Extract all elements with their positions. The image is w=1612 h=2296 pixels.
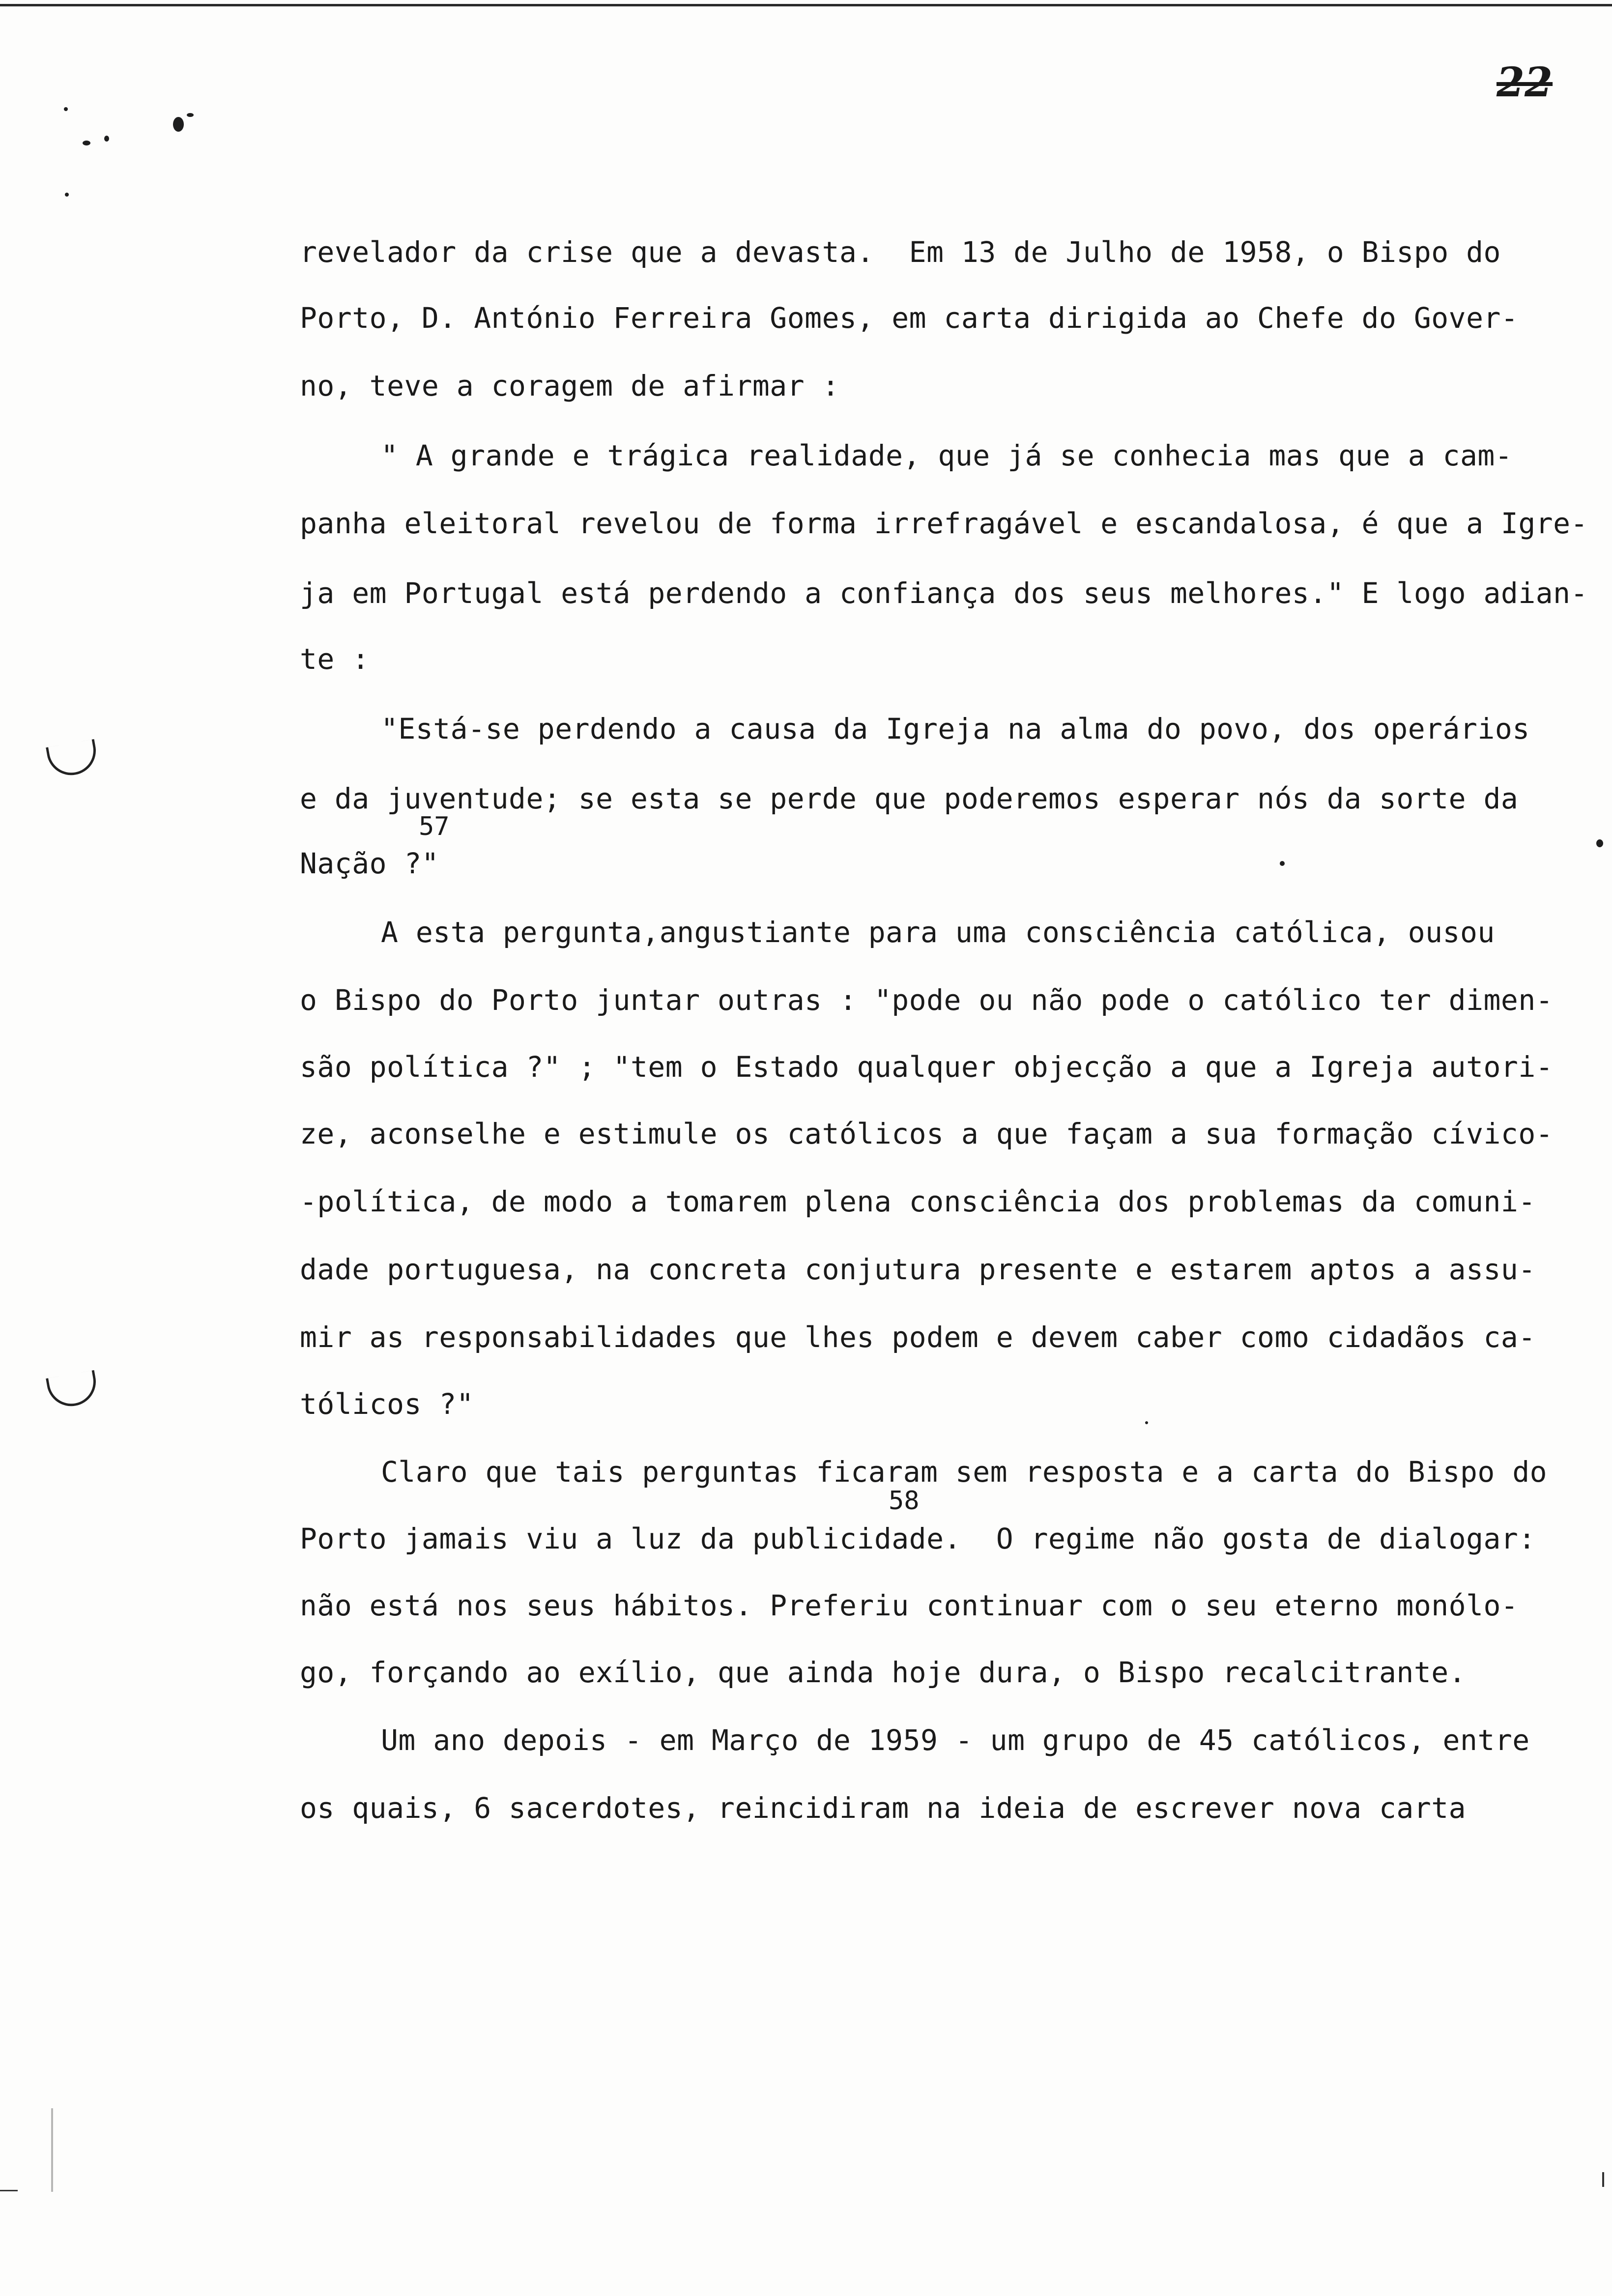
text-line: go, forçando ao exílio, que ainda hoje dura, o Bispo recalcitrante.	[300, 1656, 1467, 1689]
scan-speck	[83, 141, 90, 145]
page-number: 22	[1497, 59, 1553, 106]
text-line: "Está-se perdendo a causa da Igreja na alma do povo, dos operários	[381, 712, 1530, 746]
margin-mark	[1602, 2172, 1604, 2187]
text-line: A esta pergunta,angustiante para uma consciência católica, ousou	[381, 916, 1495, 949]
text-line: revelador da crise que a devasta. Em 13 de Julho de 1958, o Bispo do	[300, 235, 1501, 269]
binder-hole-mark	[46, 1370, 100, 1410]
text-line: ze, aconselhe e estimule os católicos a que façam a sua formação cívico-	[300, 1117, 1554, 1150]
text-line: ja em Portugal está perdendo a confiança dos seus melhores." E logo adian-	[300, 576, 1588, 610]
text-line: mir as responsabilidades que lhes podem e devem caber como cidadãos ca-	[300, 1320, 1536, 1354]
text-line: são política ?" ; "tem o Estado qualquer objecção a que a Igreja autori-	[300, 1050, 1554, 1084]
top-border-line	[0, 4, 1612, 6]
text-line: -política, de modo a tomarem plena consciência dos problemas da comuni-	[300, 1185, 1536, 1218]
text-line: " A grande e trágica realidade, que já se conhecia mas que a cam-	[381, 439, 1513, 472]
scan-speck	[64, 107, 68, 111]
text-line: Porto jamais viu a luz da publicidade. O regime não gosta de dialogar:	[300, 1522, 1536, 1555]
text-line: Um ano depois - em Março de 1959 - um grupo de 45 católicos, entre	[381, 1723, 1530, 1757]
margin-mark	[51, 2108, 53, 2192]
text-line: Claro que tais perguntas ficaram sem resposta e a carta do Bispo do	[381, 1455, 1548, 1489]
text-line: dade portuguesa, na concreta conjutura presente e estarem aptos a assu-	[300, 1253, 1536, 1286]
text-line: panha eleitoral revelou de forma irrefragável e escandalosa, é que a Igre-	[300, 507, 1588, 540]
text-line: os quais, 6 sacerdotes, reincidiram na ideia de escrever nova carta	[300, 1791, 1467, 1825]
text-line: no, teve a coragem de afirmar :	[300, 369, 839, 402]
binder-hole-mark	[46, 739, 100, 779]
text-line: te :	[300, 642, 370, 676]
scan-speck	[65, 193, 69, 197]
scan-speck	[173, 117, 184, 132]
footnote-marker-58: 58	[889, 1486, 920, 1516]
scan-speck	[1280, 861, 1285, 866]
scan-speck	[104, 136, 109, 142]
text-line: Porto, D. António Ferreira Gomes, em carta dirigida ao Chefe do Gover-	[300, 301, 1519, 335]
margin-mark	[0, 2190, 18, 2191]
footnote-marker-57: 57	[419, 812, 450, 841]
scan-speck	[1596, 839, 1603, 847]
scan-speck	[187, 113, 194, 117]
text-line: tólicos ?"	[300, 1387, 474, 1421]
text-line: Nação ?"	[300, 847, 439, 880]
text-line: e da juventude; se esta se perde que poderemos esperar nós da sorte da	[300, 782, 1519, 815]
text-line: não está nos seus hábitos. Preferiu continuar com o seu eterno monólo-	[300, 1589, 1519, 1622]
text-line: o Bispo do Porto juntar outras : "pode ou não pode o católico ter dimen-	[300, 983, 1554, 1017]
scan-speck	[1145, 1421, 1148, 1424]
